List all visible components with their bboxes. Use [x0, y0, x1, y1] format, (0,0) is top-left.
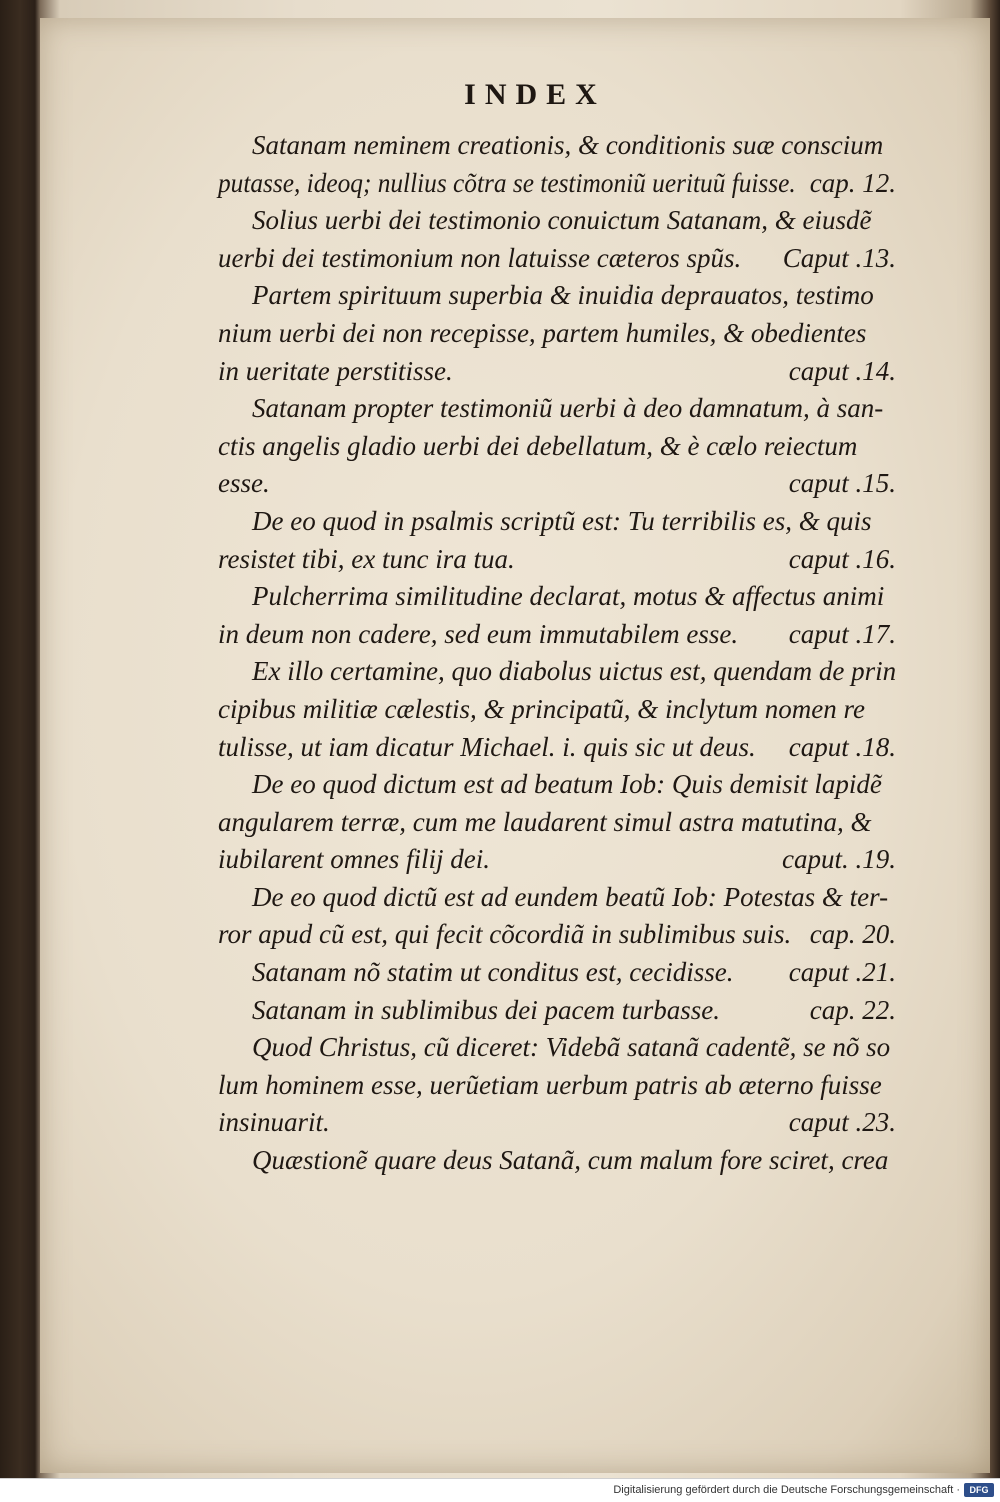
line-text: putasse, ideoq; nullius cõtra se testimoniũ uerituũ fuisse.: [218, 167, 796, 198]
index-line: [218, 277, 898, 315]
index-line: [218, 729, 898, 767]
index-line: [218, 954, 898, 992]
line-text: tulisse, ut iam dicatur Michael. i. quis sic ut deus.: [218, 731, 756, 762]
index-line: [218, 165, 898, 203]
line-text: ctis angelis gladio uerbi dei debellatum, & è cælo reiectum: [218, 430, 858, 461]
line-text: ror apud cũ est, qui fecit cõcordiã in sublimibus suis.: [218, 919, 792, 950]
line-text: in deum non cadere, sed eum immutabilem esse.: [218, 618, 739, 649]
index-line: [218, 916, 898, 954]
footer-bar: [0, 1478, 1000, 1502]
line-text: Ex illo certamine, quo diabolus uictus est, quendam de prin: [252, 656, 897, 687]
chapter-reference: caput .15.: [788, 468, 896, 499]
index-line: [218, 240, 898, 278]
line-text: nium uerbi dei non recepisse, partem humiles, & obedientes: [218, 317, 867, 348]
chapter-reference: caput .21.: [788, 957, 896, 988]
index-entries: [218, 127, 898, 1180]
line-text: insinuarit.: [218, 1107, 330, 1138]
line-text: Solius uerbi dei testimonio conuictum Satanam, & eiusdẽ: [252, 205, 872, 236]
index-line: [218, 315, 898, 353]
line-text: cipibus militiæ cælestis, & principatũ, & inclytum nomen re: [218, 693, 865, 724]
index-line: [218, 616, 898, 654]
index-line: [218, 1029, 898, 1067]
line-text: uerbi dei testimonium non latuisse cæteros spũs.: [218, 242, 742, 273]
index-line: [218, 353, 898, 391]
line-text: Satanam propter testimoniũ uerbi à deo damnatum, à san-: [252, 393, 884, 424]
page-header: INDEX: [464, 78, 606, 111]
index-line: [218, 127, 898, 165]
chapter-reference: cap. 22.: [809, 994, 896, 1025]
footer-credit: Digitalisierung gefördert durch die Deutsche Forschungsgemeinschaft ·: [613, 1484, 960, 1496]
index-line: [218, 1104, 898, 1142]
chapter-reference: caput .16.: [788, 543, 896, 574]
index-line: [218, 1142, 898, 1180]
index-line: [218, 992, 898, 1030]
line-text: lum hominem esse, uerũetiam uerbum patris ab æterno fuisse: [218, 1069, 882, 1100]
chapter-reference: cap. 20.: [809, 919, 896, 950]
line-text: resistet tibi, ex tunc ira tua.: [218, 543, 515, 574]
index-line: [218, 804, 898, 842]
chapter-reference: caput .18.: [788, 731, 896, 762]
line-text: angularem terræ, cum me laudarent simul astra matutina, &: [218, 806, 872, 837]
chapter-reference: caput .17.: [788, 618, 896, 649]
dfg-logo-icon[interactable]: DFG: [964, 1483, 994, 1497]
line-text: Satanam neminem creationis, & conditionis suæ conscium: [252, 130, 884, 160]
line-text: Pulcherrima similitudine declarat, motus & affectus animi: [252, 581, 885, 612]
index-line: [218, 428, 898, 466]
line-text: Quæstionẽ quare deus Satanã, cum malum fore sciret, crea: [252, 1145, 889, 1176]
line-text: De eo quod dictum est ad beatum Iob: Quis demisit lapidẽ: [252, 769, 882, 800]
index-line: [218, 202, 898, 240]
line-text: Quod Christus, cũ diceret: Videbã satanã cadentẽ, se nõ so: [252, 1032, 891, 1063]
chapter-reference: caput .23.: [788, 1107, 896, 1138]
index-line: [218, 390, 898, 428]
index-line: [218, 465, 898, 503]
index-line: [218, 653, 898, 691]
chapter-reference: Caput .13.: [782, 242, 896, 273]
line-text: in ueritate perstitisse.: [218, 355, 453, 386]
index-line: [218, 691, 898, 729]
line-text: Satanam nõ statim ut conditus est, cecidisse.: [252, 957, 734, 988]
line-text: De eo quod in psalmis scriptũ est: Tu terribilis es, & quis: [252, 505, 872, 536]
index-line: [218, 841, 898, 879]
line-text: De eo quod dictũ est ad eundem beatũ Iob: Potestas & ter-: [252, 881, 889, 912]
index-line: [218, 541, 898, 579]
chapter-reference: cap. 12.: [809, 167, 896, 198]
index-line: [218, 1067, 898, 1105]
line-text: esse.: [218, 468, 270, 499]
line-text: Satanam in sublimibus dei pacem turbasse.: [252, 994, 720, 1025]
index-line: [218, 766, 898, 804]
line-text: Partem spirituum superbia & inuidia deprauatos, testimo: [252, 280, 874, 311]
index-line: [218, 578, 898, 616]
chapter-reference: caput. .19.: [782, 844, 896, 875]
index-line: [218, 503, 898, 541]
chapter-reference: caput .14.: [788, 355, 896, 386]
index-line: [218, 879, 898, 917]
line-text: iubilarent omnes filij dei.: [218, 844, 490, 875]
